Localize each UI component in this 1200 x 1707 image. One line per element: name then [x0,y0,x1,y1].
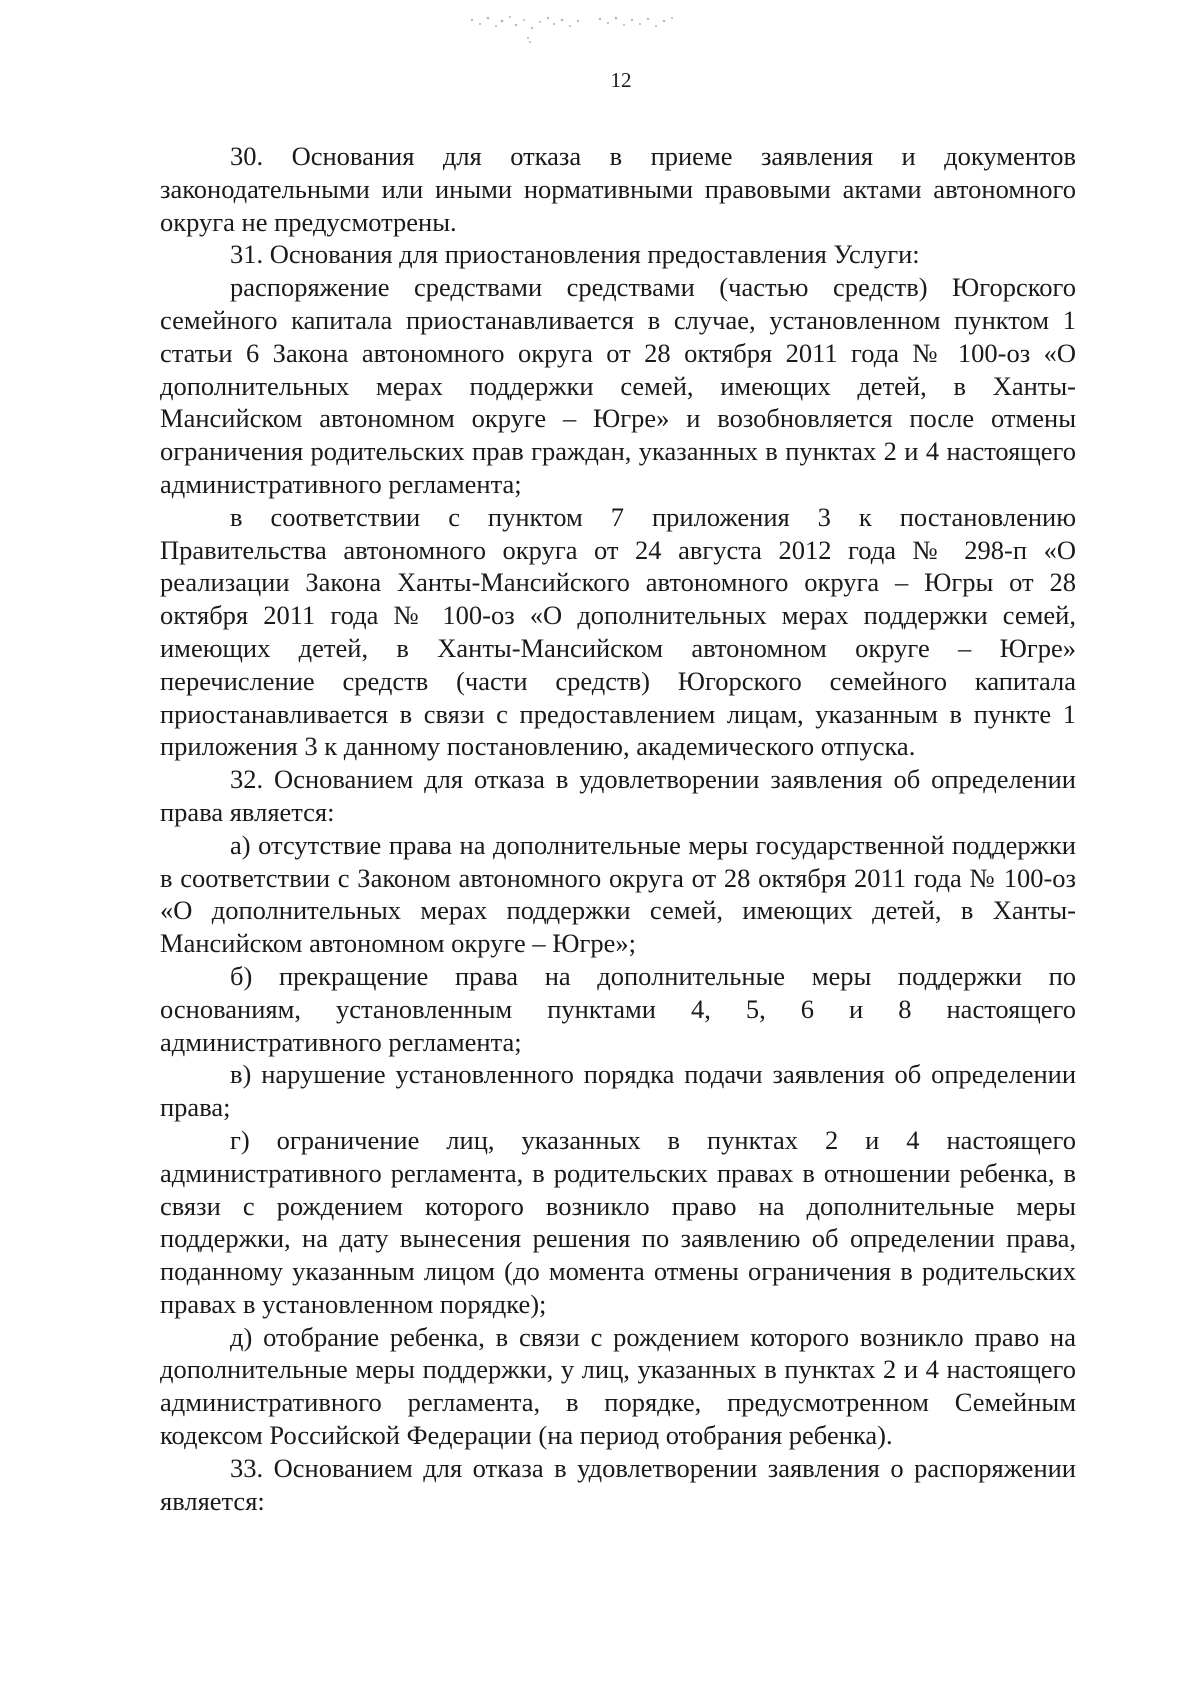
paragraph-33: 33. Основанием для отказа в удовлетворении заявления о распоряжении является: [160,1452,1076,1516]
paragraph-32: 32. Основанием для отказа в удовлетворении заявления об определении права является: [160,764,1076,827]
paragraph-31-suspension-capital: распоряжение средствами средствами (частью средств) Югорского семейного капитала приостанавливается в случае, установленном пунктом 1 статьи 6 Закона автономного округа от 28 октября 2011 года № 100-оз «О дополнительных мерах поддержки семей, имеющих детей, в Ханты-Мансийском автономном округе – Югре» и возобновляется после отмены ограничения родительских прав граждан, указанных в пунктах 2 и 4 настоящего административного регламента; [160,272,1076,499]
paragraph-32-item-d: д) отобрание ребенка, в связи с рождением которого возникло право на дополнительные меры поддержки, у лиц, указанных в пунктах 2 и 4 настоящего административного регламента, в порядке, предусмотренном Семейным кодексом Российской Федерации (на период отобрания ребенка). [160,1321,1076,1451]
paragraph-32-item-v: в) нарушение установленного порядка подачи заявления об определении права; [160,1059,1076,1123]
document-body [160,140,1076,1517]
paragraph-30: 30. Основания для отказа в приеме заявления и документов законодательными или иными нормативными правовыми актами автономного округа не предусмотрены. [160,141,1076,237]
paragraph-32-item-a: а) отсутствие права на дополнительные меры государственной поддержки в соответствии с Законом автономного округа от 28 октября 2011 года № 100-оз «О дополнительных мерах поддержки семей, имеющих детей, в Ханты-Мансийском автономном округе – Югре»; [160,829,1076,959]
paragraph-32-item-b: б) прекращение права на дополнительные меры поддержки по основаниям, установленным пунктами 4, 5, 6 и 8 настоящего административного регламента; [160,960,1076,1057]
paragraph-31: 31. Основания для приостановления предоставления Услуги: [230,239,920,270]
paragraph-32-item-g: г) ограничение лиц, указанных в пунктах 2 и 4 настоящего административного регламента, в родительских правах в отношении ребенка, в связи с рождением которого возникло право на дополнительные меры поддержки, на дату вынесения решения по заявлению об определении права, поданному указанным лицом (до момента отмены ограничения в родительских правах в установленном порядке); [160,1124,1076,1319]
scan-artifact [450,6,750,46]
page-number: 12 [610,68,632,92]
paragraph-31-suspension-academic-leave: в соответствии с пунктом 7 приложения 3 к постановлению Правительства автономного округа от 24 августа 2012 года № 298-п «О реализации Закона Ханты-Мансийского автономного округа – Югры от 28 октября 2011 года № 100-оз «О дополнительных мерах поддержки семей, имеющих детей, в Ханты-Мансийском автономном округе – Югре» перечисление средств (части средств) Югорского семейного капитала приостанавливается в связи с предоставлением лицам, указанным в пункте 1 приложения 3 к данному постановлению, академического отпуска. [160,501,1076,762]
